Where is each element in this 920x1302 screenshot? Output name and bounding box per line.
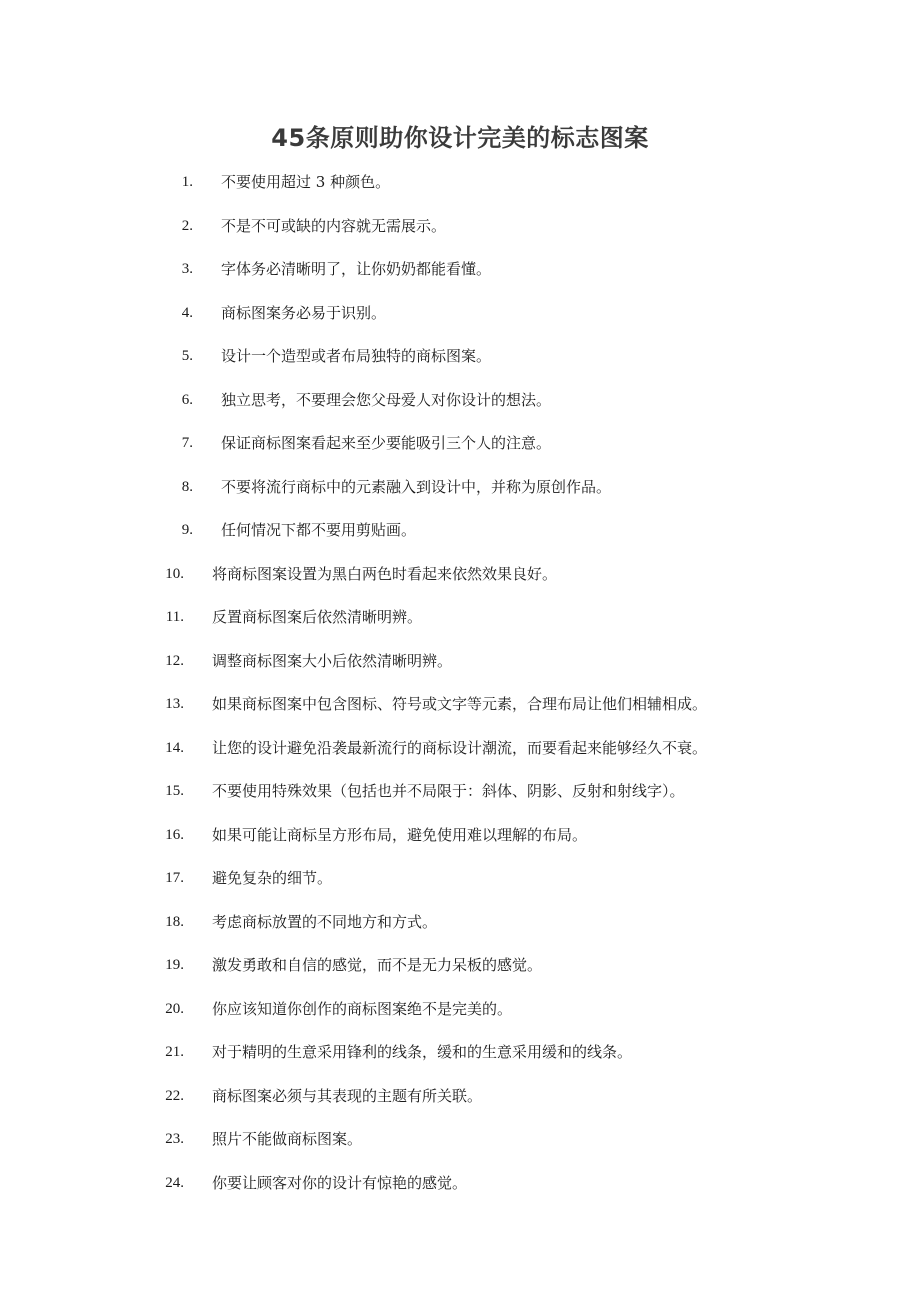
list-item-number: 9. <box>181 522 193 538</box>
list-item-number: 20. <box>165 1000 184 1017</box>
list-item <box>0 1169 920 1213</box>
list-item-text: 独立思考，不要理会您父母爱人对你设计的想法。 <box>221 390 552 409</box>
list-item-number: 12. <box>165 652 184 669</box>
list-item <box>0 821 920 865</box>
list-item-number: 16. <box>165 826 184 843</box>
list-item-number: 18. <box>165 913 184 930</box>
list-item <box>0 1082 920 1126</box>
list-item-number: 5. <box>181 348 193 364</box>
list-item <box>0 864 920 908</box>
list-item <box>0 734 920 778</box>
list-item-number: 23. <box>165 1131 184 1147</box>
list-item-text: 不要使用超过 3 种颜色。 <box>221 173 391 191</box>
list-item-number: 1. <box>181 174 193 190</box>
list-item-number: 6. <box>181 391 193 408</box>
list-item <box>0 951 920 995</box>
list-item-text: 反置商标图案后依然清晰明辨。 <box>212 608 423 626</box>
list-item-number: 7. <box>181 435 193 451</box>
list-item-text: 设计一个造型或者布局独特的商标图案。 <box>221 347 492 365</box>
list-item-text: 不要将流行商标中的元素融入到设计中，并称为原创作品。 <box>221 477 612 496</box>
list-item <box>0 473 920 517</box>
list-item-text: 激发勇敢和自信的感觉，而不是无力呆板的感觉。 <box>212 956 543 974</box>
list-item-number: 19. <box>165 957 184 973</box>
list-item-number: 11. <box>165 609 184 625</box>
list-item-text: 照片不能做商标图案。 <box>212 1130 363 1148</box>
list-item-number: 15. <box>165 783 184 799</box>
list-item-text: 让您的设计避免沿袭最新流行的商标设计潮流，而要看起来能够经久不衰。 <box>212 738 708 757</box>
list-item-number: 13. <box>165 696 184 712</box>
list-item-text: 调整商标图案大小后依然清晰明辨。 <box>212 651 453 670</box>
list-item <box>0 1125 920 1169</box>
list-item-text: 商标图案务必易于识别。 <box>221 303 387 322</box>
document-title: 45条原则助你设计完美的标志图案 <box>271 124 649 152</box>
list-item <box>0 647 920 691</box>
list-item-text: 字体务必清晰明了，让你奶奶都能看懂。 <box>221 260 492 278</box>
list-item-number: 3. <box>181 261 193 277</box>
list-item-text: 不是不可或缺的内容就无需展示。 <box>221 216 447 235</box>
list-item-text: 你要让顾客对你的设计有惊艳的感觉。 <box>212 1173 468 1192</box>
list-item-text: 不要使用特殊效果（包括也并不局限于：斜体、阴影、反射和射线字）。 <box>212 782 685 800</box>
list-item <box>0 516 920 560</box>
list-item <box>0 777 920 821</box>
list-item-text: 商标图案必须与其表现的主题有所关联。 <box>212 1086 483 1105</box>
list-item-text: 考虑商标放置的不同地方和方式。 <box>212 912 438 931</box>
list-item-text: 保证商标图案看起来至少要能吸引三个人的注意。 <box>221 434 552 452</box>
list-item <box>0 603 920 647</box>
list-item-text: 对于精明的生意采用锋利的线条，缓和的生意采用缓和的线条。 <box>212 1043 633 1061</box>
list-item-number: 21. <box>165 1044 184 1060</box>
list-item <box>0 560 920 604</box>
list-item <box>0 342 920 386</box>
list-item-text: 避免复杂的细节。 <box>212 869 333 887</box>
list-item-number: 4. <box>181 304 193 321</box>
list-item <box>0 908 920 952</box>
list-item <box>0 386 920 430</box>
list-item-text: 将商标图案设置为黑白两色时看起来依然效果良好。 <box>212 564 558 583</box>
list-item-text: 如果可能让商标呈方形布局，避免使用难以理解的布局。 <box>212 825 588 844</box>
list-item-number: 22. <box>165 1087 184 1104</box>
list-item <box>0 1038 920 1082</box>
list-item <box>0 429 920 473</box>
list-item <box>0 168 920 212</box>
list-item-number: 17. <box>165 870 184 886</box>
list-item <box>0 995 920 1039</box>
list-item <box>0 212 920 256</box>
rules-list <box>0 168 920 1212</box>
list-item-number: 14. <box>165 739 184 756</box>
list-item-number: 24. <box>165 1174 184 1191</box>
list-item <box>0 690 920 734</box>
list-item-text: 如果商标图案中包含图标、符号或文字等元素，合理布局让他们相辅相成。 <box>212 695 708 713</box>
list-item-text: 任何情况下都不要用剪贴画。 <box>221 521 417 539</box>
list-item-text: 你应该知道你创作的商标图案绝不是完美的。 <box>212 999 513 1018</box>
list-item-number: 2. <box>181 217 193 234</box>
list-item <box>0 299 920 343</box>
list-item <box>0 255 920 299</box>
list-item-number: 10. <box>165 565 184 582</box>
list-item-number: 8. <box>181 478 193 495</box>
